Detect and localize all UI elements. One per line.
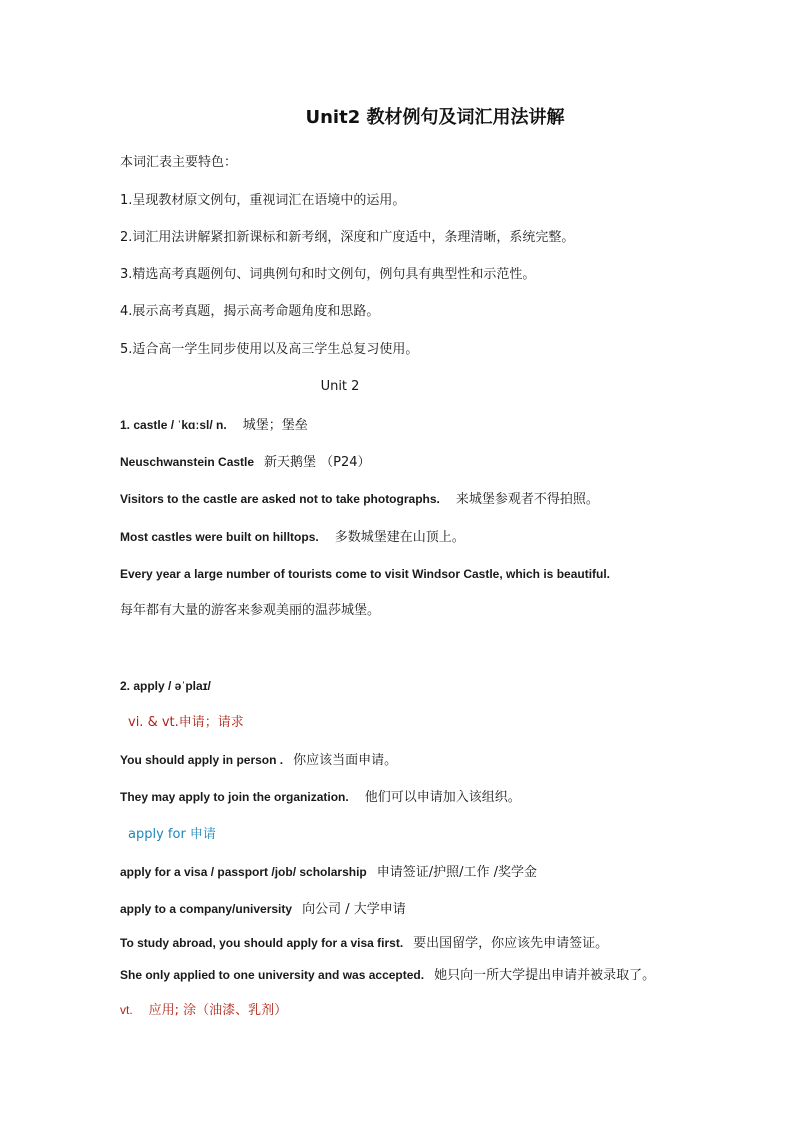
apply-sense-2	[120, 1001, 287, 1020]
apply-p1-cn: 申请签证/护照/工作 /奖学金	[376, 865, 538, 880]
castle-meaning: 城堡；堡垒	[242, 418, 308, 433]
castle-ex3-en: Every year a large number of tourists come to visit Windsor Castle, which is beautiful.	[120, 567, 611, 581]
apply-entry-head	[120, 677, 211, 696]
apply-example-3	[120, 934, 608, 953]
apply-ex2-cn: 他们可以申请加入该组织。	[364, 790, 521, 805]
apply-ex4-cn: 她只向一所大学提出申请并被录取了。	[434, 968, 656, 983]
apply-sense2-cn: 应用; 涂（油漆、乳剂）	[148, 1003, 288, 1018]
intro-point-3: 3.精选高考真题例句、词典例句和时文例句，例句具有典型性和示范性。	[120, 267, 536, 282]
apply-sense-1: vi. & vt.申请；请求	[128, 715, 244, 730]
apply-phrase-usage-1	[120, 863, 537, 882]
apply-p2-cn: 向公司 / 大学申请	[302, 902, 406, 917]
castle-example-3-en	[120, 565, 610, 584]
castle-ref-en: Neuschwanstein Castle	[120, 455, 255, 469]
apply-ex1-cn: 你应该当面申请。	[293, 753, 398, 768]
apply-ex1-en: You should apply in person .	[120, 753, 284, 767]
apply-ex2-en: They may apply to join the organization.	[120, 790, 349, 804]
apply-p2-en: apply to a company/university	[120, 902, 293, 916]
page-title: Unit2 教材例句及词汇用法讲解	[305, 107, 565, 128]
castle-entry-head	[120, 416, 308, 435]
apply-p1-en: apply for a visa / passport /job/ scholarship	[120, 865, 367, 879]
intro-heading: 本词汇表主要特色：	[120, 155, 238, 170]
apply-headword: 2. apply / əˈplaɪ/	[120, 679, 211, 693]
apply-ex3-en: To study abroad, you should apply for a visa first.	[120, 936, 404, 950]
castle-example-2	[120, 528, 465, 547]
apply-sense2-pos: vt.	[120, 1003, 133, 1017]
castle-ref-cn: 新天鹅堡 （P24）	[264, 455, 371, 470]
castle-ex2-cn: 多数城堡建在山顶上。	[334, 530, 465, 545]
apply-phrase-usage-2	[120, 900, 406, 919]
intro-point-4: 4.展示高考真题，揭示高考命题角度和思路。	[120, 304, 380, 319]
intro-point-5: 5.适合高一学生同步使用以及高三学生总复习使用。	[120, 342, 419, 357]
intro-point-1: 1.呈现教材原文例句，重视词汇在语境中的运用。	[120, 193, 406, 208]
apply-ex3-cn: 要出国留学，你应该先申请签证。	[413, 936, 609, 951]
castle-ex1-cn: 来城堡参观者不得拍照。	[455, 492, 599, 507]
castle-ex2-en: Most castles were built on hilltops.	[120, 530, 319, 544]
castle-ex1-en: Visitors to the castle are asked not to take photographs.	[120, 492, 440, 506]
apply-example-1	[120, 751, 397, 770]
castle-example-1	[120, 490, 599, 509]
castle-example-3-cn: 每年都有大量的游客来参观美丽的温莎城堡。	[120, 603, 381, 618]
apply-phrase: apply for 申请	[128, 827, 216, 842]
unit-heading: Unit 2	[320, 379, 360, 394]
apply-example-2	[120, 788, 521, 807]
castle-headword: 1. castle / ˈkɑːsl/ n.	[120, 418, 227, 432]
intro-point-2: 2.词汇用法讲解紧扣新课标和新考纲，深度和广度适中，条理清晰，系统完整。	[120, 230, 575, 245]
apply-example-4	[120, 966, 655, 985]
apply-ex4-en: She only applied to one university and was accepted.	[120, 968, 425, 982]
castle-textbook-ref	[120, 453, 371, 472]
